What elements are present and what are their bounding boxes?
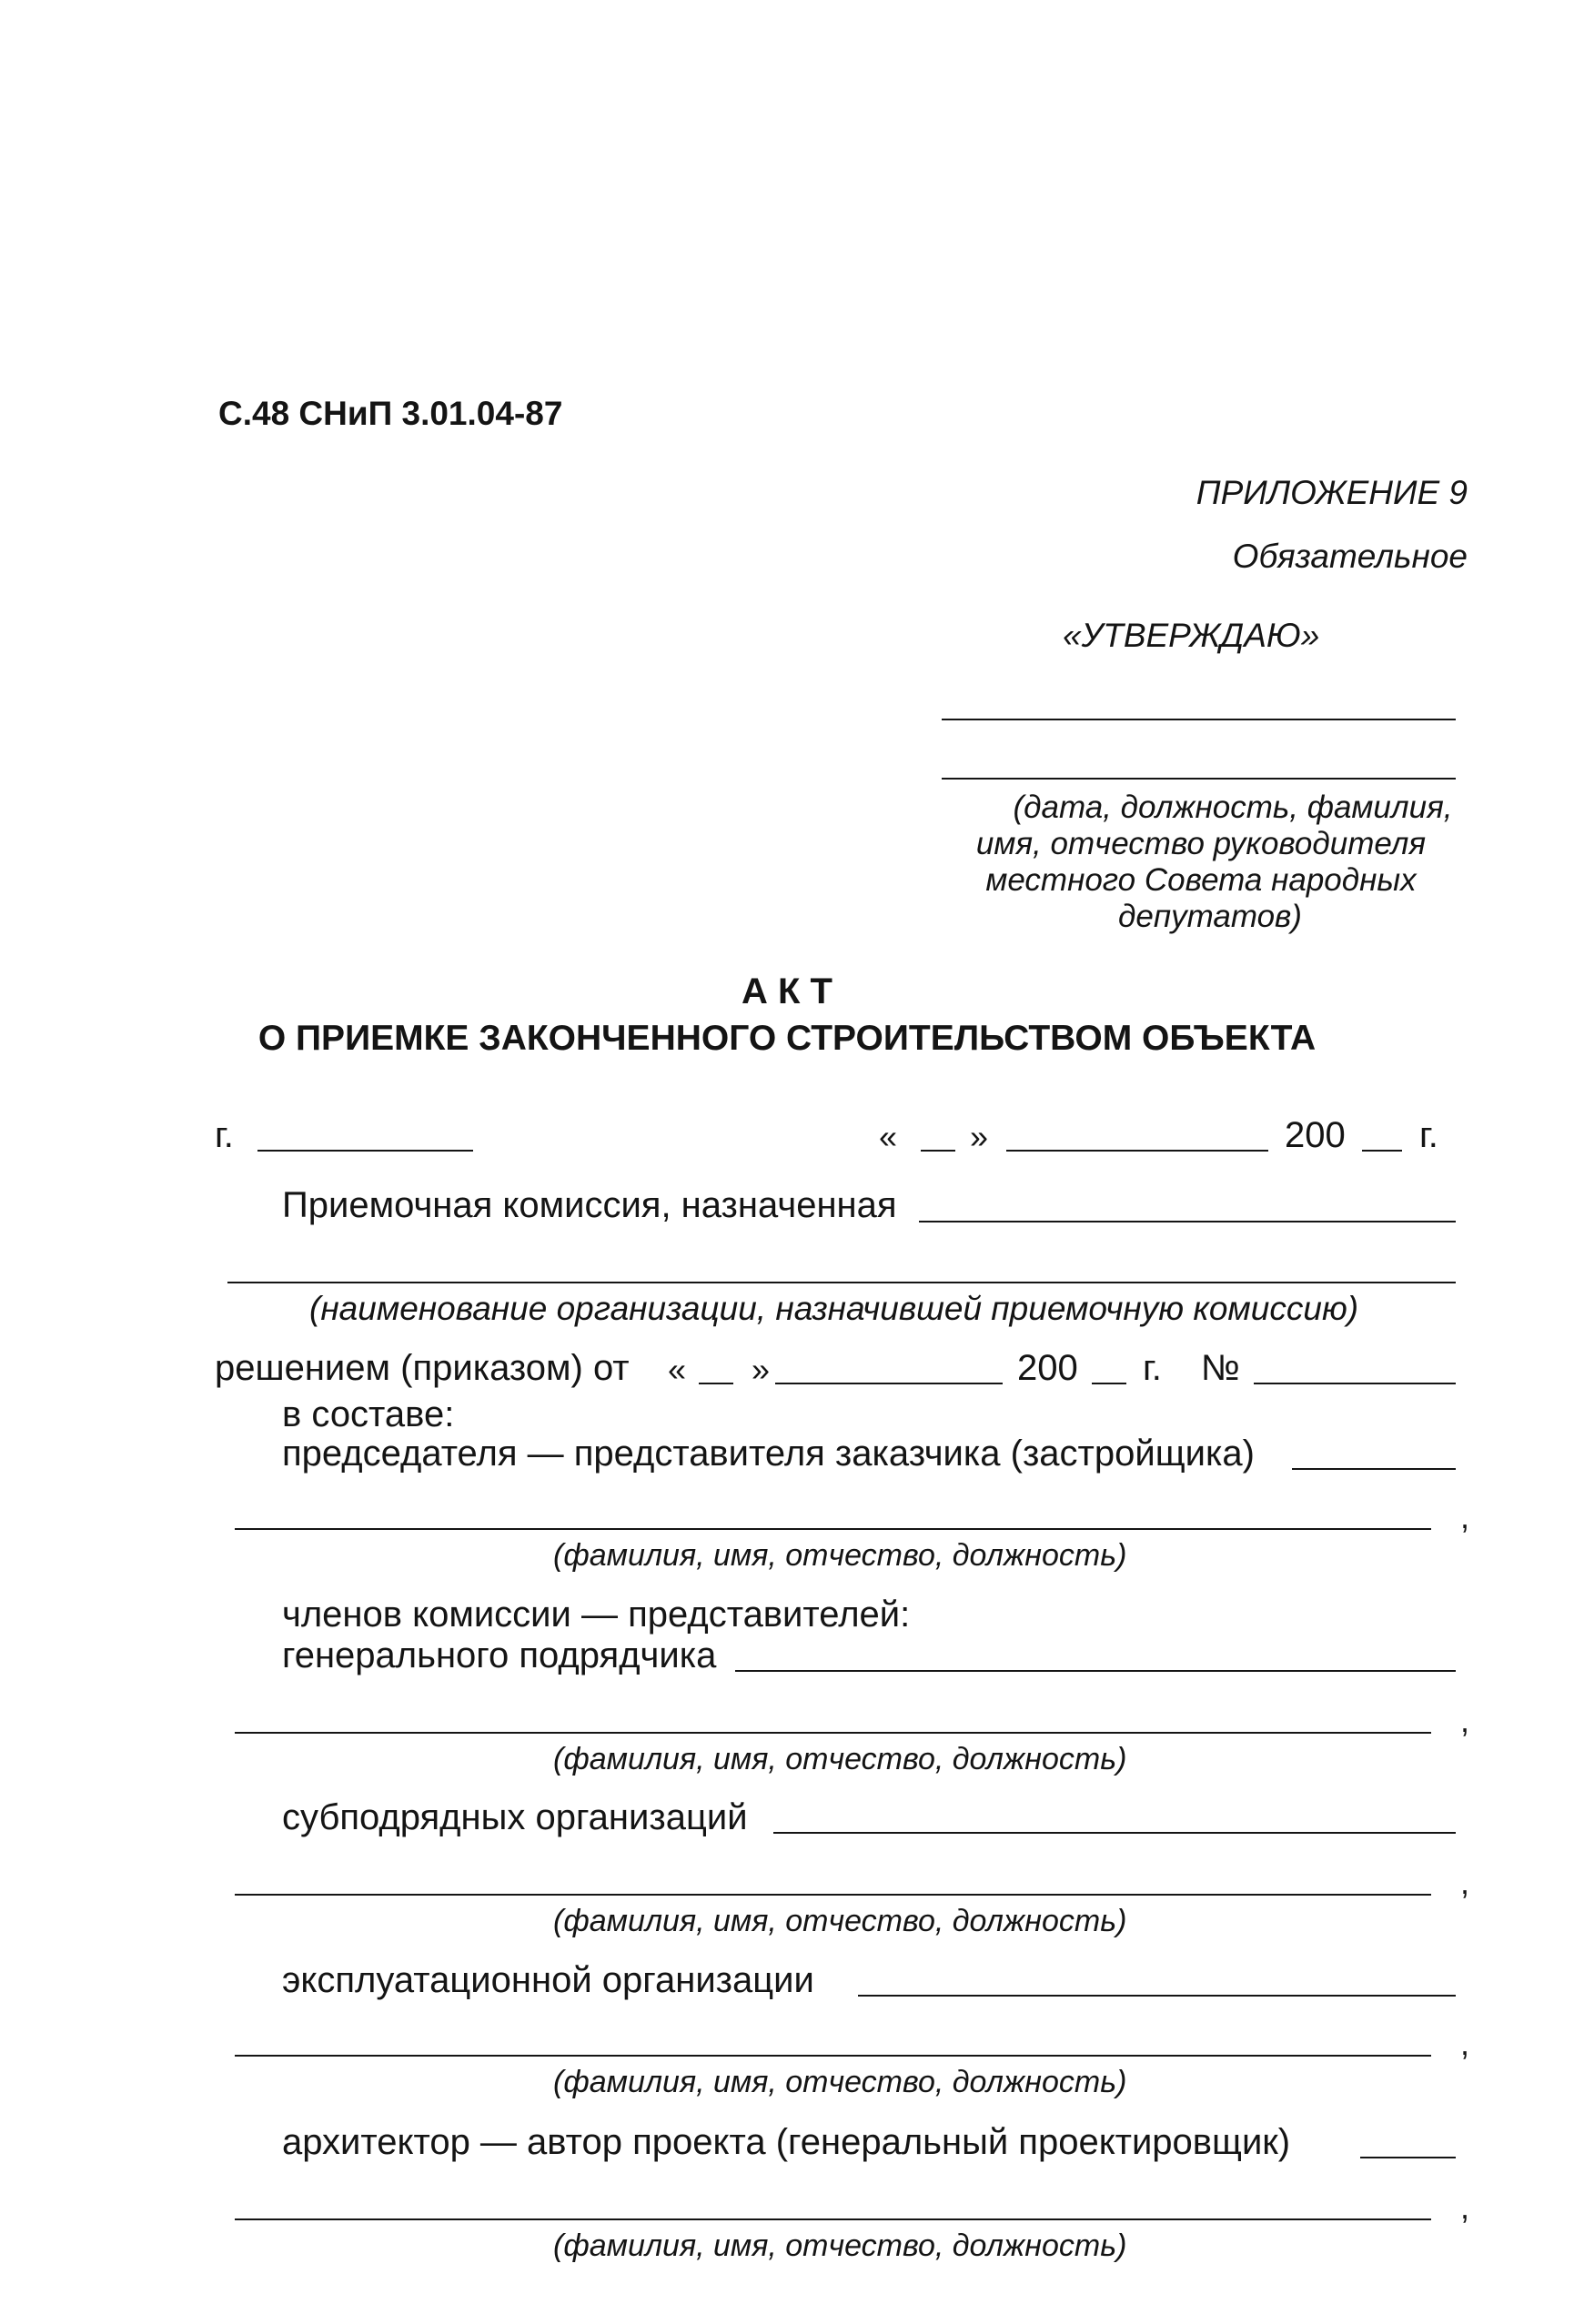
architect-field[interactable] [1360, 2157, 1456, 2158]
person-caption: (фамилия, имя, отчество, должность) [553, 2065, 1127, 2099]
approver-caption-line: депутатов) [1118, 899, 1302, 934]
decision-quote-close: » [752, 1351, 771, 1388]
approver-signature-line-2[interactable] [942, 778, 1456, 780]
person-caption: (фамилия, имя, отчество, должность) [553, 2228, 1127, 2263]
general-contractor-name-field[interactable] [235, 1732, 1431, 1734]
operating-org-name-field[interactable] [235, 2055, 1431, 2057]
subcontractors-field[interactable] [773, 1832, 1456, 1834]
architect-label: архитектор — автор проекта (генеральный проектировщик) [282, 2122, 1291, 2162]
month-field[interactable] [1006, 1150, 1268, 1152]
architect-name-field[interactable] [235, 2218, 1431, 2220]
comma: , [1460, 2025, 1470, 2062]
appendix-number: ПРИЛОЖЕНИЕ 9 [1196, 474, 1468, 511]
person-caption: (фамилия, имя, отчество, должность) [553, 1904, 1127, 1938]
day-field[interactable] [921, 1150, 955, 1152]
page-reference: С.48 СНиП 3.01.04-87 [218, 395, 563, 432]
subcontractors-label: субподрядных организаций [282, 1797, 748, 1837]
approver-caption [946, 790, 1456, 935]
composition-label: в составе: [282, 1394, 455, 1434]
chairman-name-field[interactable] [235, 1528, 1431, 1530]
general-contractor-label: генерального подрядчика [282, 1635, 717, 1675]
date-quote-open: « [879, 1118, 898, 1155]
approver-caption-line: местного Совета народных [985, 862, 1417, 898]
approver-caption-line: (дата, должность, фамилия, [1013, 790, 1453, 825]
decision-year-suffix: г. [1143, 1348, 1162, 1388]
year-field[interactable] [1362, 1150, 1402, 1152]
comma: , [1460, 1702, 1470, 1739]
approve-stamp: «УТВЕРЖДАЮ» [1063, 617, 1320, 654]
person-caption: (фамилия, имя, отчество, должность) [553, 1538, 1127, 1573]
decision-label: решением (приказом) от [215, 1348, 630, 1388]
decision-month-field[interactable] [775, 1383, 1003, 1384]
general-contractor-field[interactable] [735, 1670, 1456, 1672]
decision-year-prefix: 200 [1017, 1348, 1078, 1388]
city-field[interactable] [257, 1150, 473, 1152]
document-title: А К Т [742, 971, 832, 1011]
comma: , [1460, 1864, 1470, 1901]
chairman-label: председателя — представителя заказчика (застройщика) [282, 1434, 1255, 1474]
appointing-org-caption: (наименование организации, назначившей приемочную комиссию) [309, 1290, 1359, 1327]
commission-appointed-label: Приемочная комиссия, назначенная [282, 1185, 897, 1225]
comma: , [1460, 1498, 1470, 1535]
operating-org-field[interactable] [858, 1995, 1456, 1997]
decision-quote-open: « [668, 1351, 687, 1388]
approver-caption-line: имя, отчество руководителя [975, 826, 1427, 861]
approver-signature-line-1[interactable] [942, 719, 1456, 720]
comma: , [1460, 2188, 1470, 2226]
chairman-field[interactable] [1292, 1468, 1456, 1470]
year-suffix: г. [1419, 1115, 1438, 1155]
decision-number-field[interactable] [1254, 1383, 1456, 1384]
document-subtitle: О ПРИЕМКЕ ЗАКОНЧЕННОГО СТРОИТЕЛЬСТВОМ ОБЪЕКТА [257, 1019, 1317, 1058]
appointing-org-field[interactable] [919, 1221, 1456, 1222]
operating-org-label: эксплуатационной организации [282, 1960, 814, 2000]
number-sign: № [1201, 1348, 1240, 1388]
date-quote-close: » [970, 1118, 989, 1155]
appointing-org-field-2[interactable] [227, 1282, 1456, 1283]
members-label: членов комиссии — представителей: [282, 1595, 911, 1635]
decision-day-field[interactable] [699, 1383, 733, 1384]
person-caption: (фамилия, имя, отчество, должность) [553, 1742, 1127, 1776]
subcontractors-name-field[interactable] [235, 1894, 1431, 1896]
city-prefix: г. [215, 1115, 234, 1155]
appendix-status: Обязательное [1232, 538, 1468, 575]
year-prefix: 200 [1285, 1115, 1346, 1155]
decision-year-field[interactable] [1092, 1383, 1126, 1384]
